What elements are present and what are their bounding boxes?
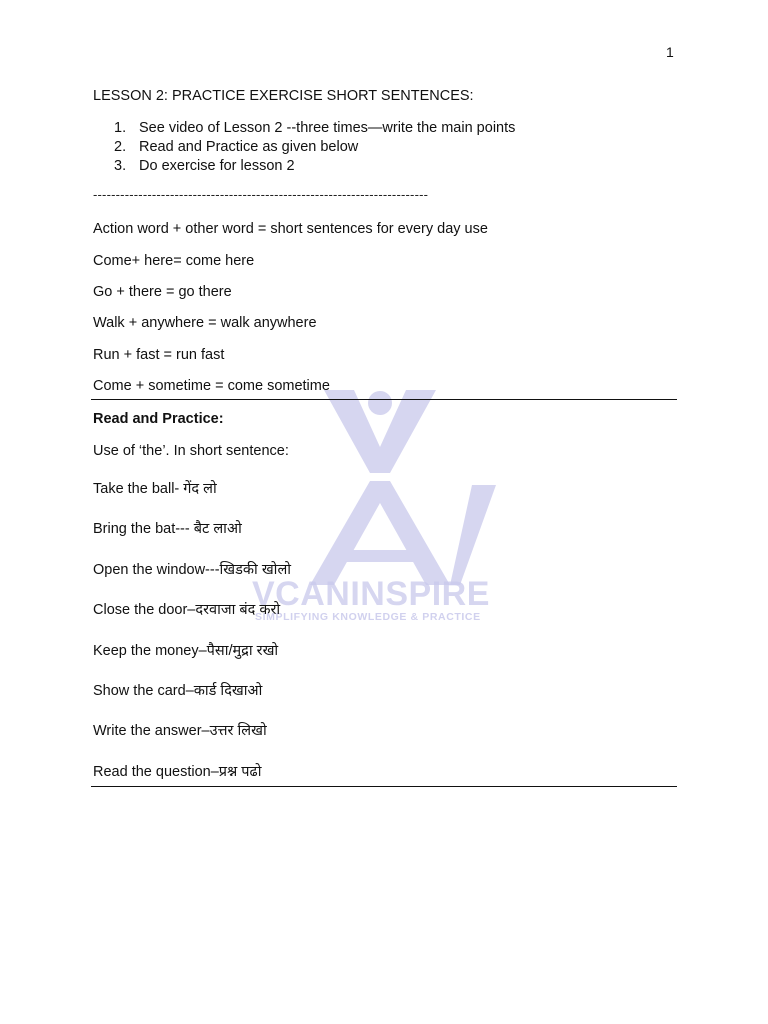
section-intro: Use of ‘the’. In short sentence: (93, 443, 289, 459)
page-number: 1 (666, 44, 674, 60)
list-item: 1. See video of Lesson 2 --three times—write the main points (114, 120, 516, 136)
steps-list (114, 119, 515, 176)
section-heading: Read and Practice: (93, 411, 224, 427)
practice-item: Open the window---खिडकी खोलो (93, 562, 292, 578)
formula-line: Action word + other word = short sentences for every day use (93, 221, 488, 237)
practice-item: Write the answer–उत्तर लिखो (93, 723, 267, 739)
watermark-tagline: SIMPLIFYING KNOWLEDGE & PRACTICE (255, 611, 481, 623)
list-item: 3. Do exercise for lesson 2 (114, 158, 295, 174)
divider (91, 399, 677, 400)
example-line: Come + sometime = come sometime (93, 378, 330, 394)
example-line: Walk + anywhere = walk anywhere (93, 315, 317, 331)
practice-item: Keep the money–पैसा/मुद्रा रखो (93, 643, 279, 659)
example-line: Run + fast = run fast (93, 347, 225, 363)
divider (91, 786, 677, 787)
practice-item: Show the card–कार्ड दिखाओ (93, 683, 263, 699)
list-item: 2. Read and Practice as given below (114, 139, 359, 155)
example-line: Go + there = go there (93, 284, 232, 300)
practice-item: Read the question–प्रश्न पढो (93, 764, 262, 780)
lesson-title: LESSON 2: PRACTICE EXERCISE SHORT SENTENCES: (93, 88, 474, 104)
practice-item: Bring the bat--- बैट लाओ (93, 521, 242, 537)
example-line: Come+ here= come here (93, 253, 255, 269)
practice-item: Close the door–दरवाजा बंद करो (93, 602, 281, 618)
dash-separator: -------------------------------------------------------------------------- (93, 187, 429, 202)
watermark-brand: VCANINSPIRE (252, 575, 490, 613)
practice-item: Take the ball- गेंद लो (93, 481, 217, 497)
